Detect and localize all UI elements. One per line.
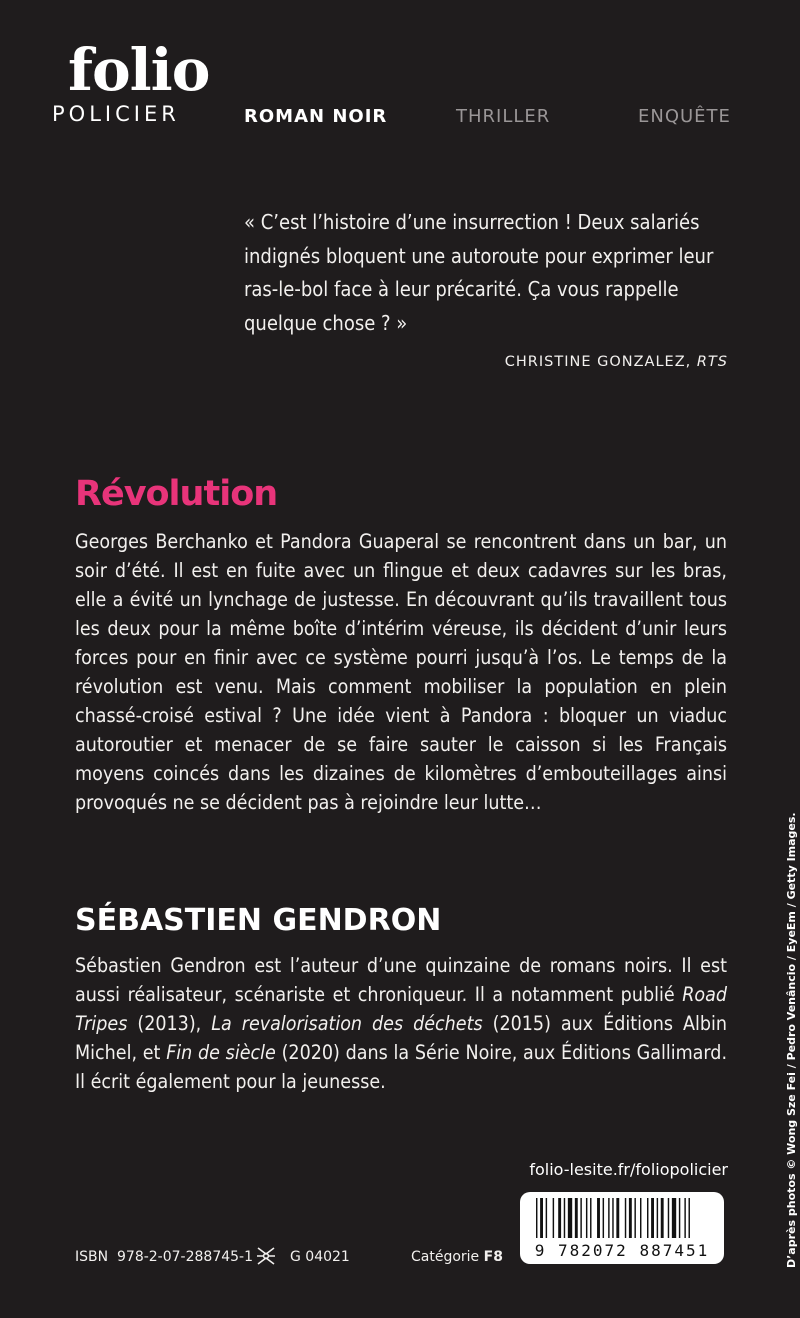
press-quote: « C’est l’histoire d’une insurrection ! Deux salariés indignés bloquent une autoroute pour exprimer leur ras-le-bol face à leur précarité. Ça vous rappelle quelque chose ? » xyxy=(244,210,714,335)
barcode-bar xyxy=(546,1198,547,1238)
genre-thriller: THRILLER xyxy=(456,106,551,127)
photo-credit: D’après photos © Wong Sze Fei / Pedro Venâncio / EyeEm / Getty Images. xyxy=(785,812,798,1268)
barcode-bar xyxy=(616,1198,619,1238)
barcode-bar xyxy=(689,1198,690,1238)
barcode-bar xyxy=(564,1198,565,1238)
barcode-bar xyxy=(575,1198,578,1238)
website-link[interactable]: folio-lesite.fr/foliopolicier xyxy=(529,1160,728,1179)
barcode-bar xyxy=(553,1198,554,1238)
barcode-bar xyxy=(647,1198,648,1238)
barcode-bar xyxy=(540,1198,543,1238)
barcode-bar xyxy=(597,1198,600,1238)
genre-roman-noir: ROMAN NOIR xyxy=(244,106,388,127)
barcode-bar xyxy=(608,1198,609,1238)
barcode-bar xyxy=(684,1198,685,1238)
barcode-digits: 9 782072 887451 xyxy=(534,1241,710,1260)
author-bio-part-4: (2020) dans la Série Noire, aux Éditions Gallimard. Il écrit également pour la jeunesse. xyxy=(75,1041,728,1093)
category-value: F8 xyxy=(483,1249,503,1265)
barcode-bar xyxy=(625,1198,626,1238)
barcode-bar xyxy=(586,1198,587,1238)
barcode xyxy=(520,1192,724,1264)
barcode-bar xyxy=(651,1198,654,1238)
author-bio-part-3: (2015) aux Éditions Albin Michel, et xyxy=(75,1012,727,1064)
product-code: G 04021 xyxy=(290,1249,350,1265)
folio-logo: folio xyxy=(68,36,210,104)
isbn-label: ISBN xyxy=(75,1249,109,1265)
category xyxy=(411,1249,503,1265)
book-summary: Georges Berchanko et Pandora Guaperal se rencontrent dans un bar, un soir d’été. Il est en fuite avec un flingue et deux cadavres sur les bras, elle a évité un lynchage de justesse. En découvrant qu’ils travaillent tous les deux pour la même boîte d’intérim véreuse, ils décident d’unir leurs forces pour en finir avec ce système pourri jusqu’à l’os. Le temps de la révolution est venu. Mais comment mobiliser la population en plein chassé-croisé estival ? Une idée vient à Pandora : bloquer un viaduc autoroutier et menacer de se faire sauter le caisson si les Français moyens coincés dans les dizaines de kilomètres d’embouteillages ainsi provoqués ne se décident pas à rejoindre leur lutte… xyxy=(75,530,727,814)
isbn-number: 978-2-07-288745-1 xyxy=(117,1249,254,1265)
barcode-bar xyxy=(568,1198,572,1238)
barcode-bar xyxy=(668,1198,669,1238)
author-bio xyxy=(75,951,727,1096)
policier-logo-label: POLICIER xyxy=(52,102,180,126)
author-work-1: Road Tripes xyxy=(75,983,728,1035)
barcode-bar xyxy=(590,1198,591,1238)
author-work-3: Fin de siècle xyxy=(166,1041,276,1064)
quote-source-name: CHRISTINE GONZALEZ, xyxy=(504,354,692,370)
author-bio-part-2: (2013), xyxy=(137,1012,202,1035)
barcode-bar xyxy=(558,1198,561,1238)
barcode-bar xyxy=(640,1198,641,1238)
emblem-icon xyxy=(254,1244,278,1268)
genre-enquete: ENQUÊTE xyxy=(638,106,731,127)
barcode-bar xyxy=(657,1198,658,1238)
quote-source xyxy=(505,354,728,370)
barcode-bar xyxy=(629,1198,632,1238)
barcode-bar xyxy=(603,1198,604,1238)
category-label: Catégorie xyxy=(411,1249,480,1265)
barcode-bar xyxy=(612,1198,613,1238)
barcode-bar xyxy=(672,1198,676,1238)
barcode-bar xyxy=(661,1198,664,1238)
author-name: SÉBASTIEN GENDRON xyxy=(75,903,442,938)
barcode-bar xyxy=(580,1198,581,1238)
author-work-2: La revalorisation des déchets xyxy=(211,1012,483,1035)
author-bio-part-1: Sébastien Gendron est l’auteur d’une quinzaine de romans noirs. Il est aussi réalisateur, scénariste et chroniqueur. Il a notamment publié xyxy=(75,954,727,1006)
barcode-bar xyxy=(536,1198,537,1238)
barcode-bar xyxy=(634,1198,635,1238)
book-title: Révolution xyxy=(75,474,278,514)
barcode-bar xyxy=(679,1198,680,1238)
quote-source-outlet: RTS xyxy=(696,354,728,370)
